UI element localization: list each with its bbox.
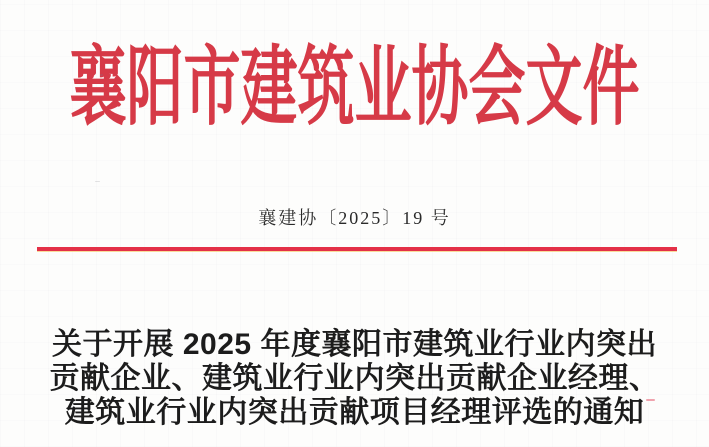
document-reference-number: 襄建协〔2025〕19 号: [258, 208, 451, 228]
notice-title: [0, 328, 709, 430]
notice-title-line-2: 贡献企业、建筑业行业内突出贡献企业经理、: [49, 362, 660, 395]
notice-title-line-3: 建筑业行业内突出贡献项目经理评选的通知: [64, 396, 645, 429]
notice-title-line-1: 关于开展 2025 年度襄阳市建筑业行业内突出: [52, 328, 657, 361]
masthead-org-title: 襄阳市建筑业协会文件: [69, 40, 640, 137]
masthead-divider-line: [37, 247, 677, 251]
scan-speck: [646, 399, 655, 401]
scan-speck: [100, 74, 103, 76]
scan-speck: [95, 181, 100, 182]
